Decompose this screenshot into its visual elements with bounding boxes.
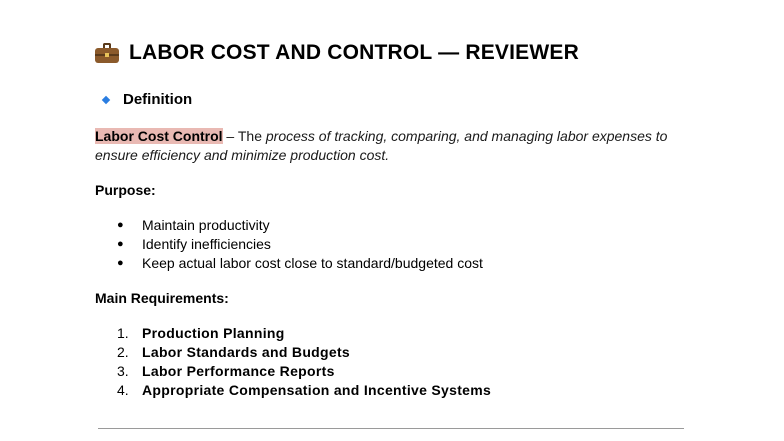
list-item	[117, 216, 483, 235]
list-item-text: Keep actual labor cost close to standard/budgeted cost	[142, 255, 483, 271]
purpose-label: Purpose:	[95, 182, 156, 198]
list-item-text: Production Planning	[142, 325, 285, 341]
list-item-text: Identify inefficiencies	[142, 236, 271, 252]
section-heading	[102, 91, 192, 108]
list-item-text: Labor Performance Reports	[142, 363, 335, 379]
list-item	[117, 343, 491, 362]
list-item-text: Maintain productivity	[142, 217, 270, 233]
requirements-label: Main Requirements:	[95, 290, 229, 306]
bullet-icon: ●	[117, 219, 124, 231]
list-item	[117, 362, 491, 381]
horizontal-divider	[98, 428, 684, 429]
page-title-text: LABOR COST AND CONTROL — REVIEWER	[129, 41, 579, 64]
list-item-text: Appropriate Compensation and Incentive Systems	[142, 382, 492, 398]
list-item	[117, 254, 483, 273]
list-item	[117, 324, 491, 343]
definition-paragraph	[95, 127, 705, 165]
section-heading-text: Definition	[123, 91, 193, 108]
briefcase-icon	[95, 43, 119, 63]
requirements-list	[117, 324, 491, 400]
list-item-text: Labor Standards and Budgets	[142, 344, 351, 360]
definition-dash: – The	[222, 128, 266, 144]
list-number: 1.	[117, 325, 129, 341]
bullet-icon: ●	[117, 257, 124, 269]
list-number: 3.	[117, 363, 129, 379]
list-item	[117, 381, 491, 400]
purpose-list	[117, 216, 483, 273]
bullet-icon: ●	[117, 238, 124, 250]
definition-text: process of tracking, comparing, and managing labor expenses to ensure efficiency and minimize production cost.	[95, 128, 668, 163]
list-number: 2.	[117, 344, 129, 360]
page-title	[95, 41, 579, 65]
highlighted-term: Labor Cost Control	[95, 128, 223, 144]
small-blue-diamond-icon	[102, 95, 110, 103]
list-number: 4.	[117, 382, 129, 398]
list-item	[117, 235, 483, 254]
